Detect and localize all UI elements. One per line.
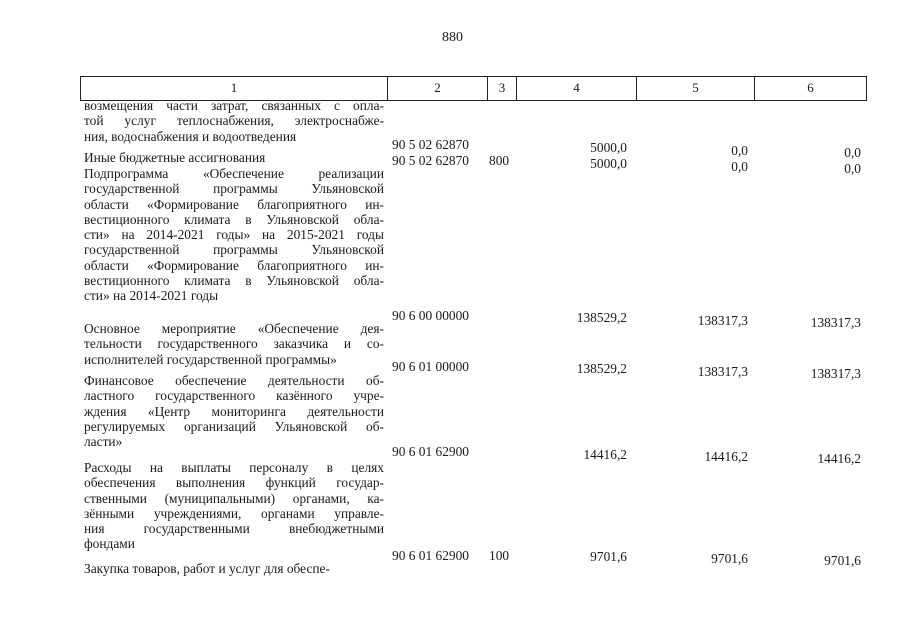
description-line: сти» на 2014-2021 годы» на 2015-2021 годы [84,227,384,243]
row-value-col4: 5000,0 [590,156,627,171]
description-line: ния государственными внебюджетными [84,521,384,537]
description-line: тельности государственного заказчика и со- [84,336,384,352]
row-description [84,561,384,576]
description-line: регулируемых организаций Ульяновской об- [84,418,384,434]
header-col-2: 2 [387,76,488,101]
description-line: возмещения части затрат, связанных с опла- [84,98,384,113]
description-line: вестиционного климата в Ульяновской обла- [84,273,384,289]
row-value-col5: 0,0 [731,143,748,158]
row-code: 90 6 01 00000 [392,359,469,374]
row-value-col5: 138317,3 [697,364,748,379]
description-line: исполнителей государственной программы» [84,351,337,367]
row-value-col4: 5000,0 [590,140,627,155]
row-description [84,98,384,144]
description-line: обеспечения выполнения функций государ- [84,475,384,491]
page-number: 880 [442,30,463,45]
description-line: области «Формирование благоприятного ин- [84,196,384,212]
header-col-1: 1 [80,76,388,101]
header-col-3: 3 [487,76,517,101]
description-line: фондами [84,536,135,552]
row-description [84,150,384,165]
description-line: Иные бюджетные ассигнования [84,150,266,165]
row-kvr: 100 [489,548,510,563]
row-code: 90 6 01 62900 [392,548,469,563]
row-value-col6: 9701,6 [824,553,861,568]
header-col-5: 5 [636,76,755,101]
description-line: вестиционного климата в Ульяновской обла- [84,211,384,227]
row-description [84,373,384,449]
row-value-col5: 138317,3 [697,313,748,328]
row-value-col6: 14416,2 [817,451,861,466]
row-value-col4: 138529,2 [576,361,627,376]
description-line: ласти» [84,434,123,450]
description-line: Закупка товаров, работ и услуг для обеспе- [84,561,330,576]
row-value-col5: 14416,2 [704,449,748,464]
description-line: Финансовое обеспечение деятельности об- [84,373,384,388]
description-line: той услуг теплоснабжения, электроснабже- [84,113,384,129]
row-value-col6: 0,0 [844,161,861,176]
row-description [84,166,384,304]
description-line: государственной программы Ульяновской [84,181,384,197]
description-line: ственными (муниципальными) органами, ка- [84,490,384,506]
row-code: 90 6 01 62900 [392,444,469,459]
row-value-col6: 138317,3 [810,366,861,381]
row-value-col4: 138529,2 [576,310,627,325]
description-line: государственной программы Ульяновской [84,242,384,258]
description-line: сти» на 2014-2021 годы [84,288,219,304]
description-line: Основное мероприятие «Обеспечение дея- [84,321,384,336]
header-col-4: 4 [516,76,637,101]
description-line: области «Формирование благоприятного ин- [84,257,384,273]
row-value-col4: 14416,2 [583,447,627,462]
description-line: зёнными учреждениями, органами управле- [84,505,384,521]
description-line: Подпрограмма «Обеспечение реализации [84,166,384,181]
description-line: ния, водоснабжения и водоотведения [84,128,297,144]
row-value-col6: 0,0 [844,145,861,160]
row-value-col5: 0,0 [731,159,748,174]
description-line: ждения «Центр мониторинга деятельности [84,403,384,419]
row-description [84,460,384,552]
description-line: Расходы на выплаты персоналу в целях [84,460,384,475]
row-code: 90 5 02 62870 [392,137,469,152]
description-line: ластного государственного казённого учре- [84,388,384,404]
row-kvr: 800 [489,153,510,168]
row-value-col6: 138317,3 [810,315,861,330]
row-description [84,321,384,367]
row-code: 90 5 02 62870 [392,153,469,168]
row-value-col5: 9701,6 [711,551,748,566]
row-value-col4: 9701,6 [590,549,627,564]
header-col-6: 6 [754,76,867,101]
row-code: 90 6 00 00000 [392,308,469,323]
